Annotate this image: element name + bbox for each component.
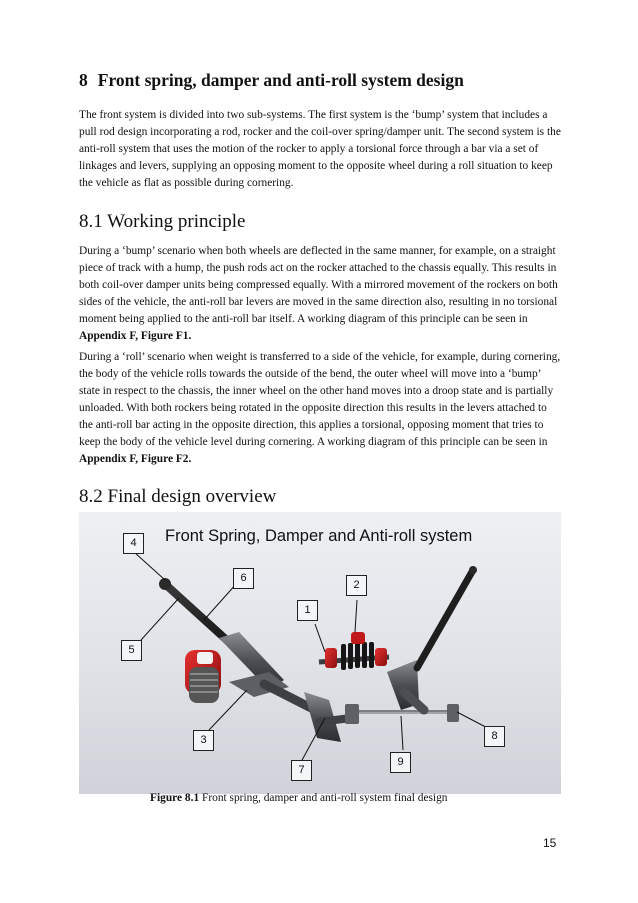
section-title: Front spring, damper and anti-roll system design: [97, 70, 464, 90]
figure-caption-text: Front spring, damper and anti-roll system final design: [199, 792, 448, 804]
callout-9: 9: [390, 752, 411, 773]
callout-3: 3: [193, 730, 214, 751]
bump-scenario-text: During a ‘bump’ scenario when both wheels are deflected in the same manner, for example, on a straight piece of track with a hump, the push rods act on the rocker attached to the chassis equally. This results in both coil-over damper units being compressed equally. With a mirrored movement of the rockers on both sides of the vehicle, the anti-roll bar levers are moved in the same direction also, resulting in no torsional moment being applied to the anti-roll bar itself. A working diagram of this principle can be seen in: [79, 245, 558, 325]
roll-scenario-text: During a ‘roll’ scenario when weight is transferred to a side of the vehicle, for example, during cornering, the body of the vehicle rolls towards the outside of the bend, the outer wheel will move into a ‘bump’ state in respect to the chassis, the inner wheel on the other hand moves into a droop state and is partially unloaded. With both rockers being rotated in the opposite direction this results in the levers attached to the anti-roll bar acting in the opposite direction, this applies a torsional, opposing moment that tries to keep the body of the vehicle level during cornering. A working diagram of this principle can be seen in: [79, 351, 561, 448]
right-pull-rod: [417, 566, 477, 668]
subsection-heading-working-principle: 8.1 Working principle: [79, 211, 246, 232]
section-heading: [79, 70, 464, 91]
figure-title: Front Spring, Damper and Anti-roll system: [165, 527, 473, 545]
roll-scenario-paragraph: [79, 349, 563, 468]
callout-1: 1: [297, 600, 318, 621]
section-intro-paragraph: The front system is divided into two sub-systems. The first system is the ‘bump’ system that includes a pull rod design incorporating a rod, rocker and the coil-over spring/damper unit. The second system is the anti-roll system that uses the motion of the rocker to apply a torsional force through a bar via a set of linkages and levers, supplying an opposing moment to the opposite wheel during a roll situation to keep the vehicle as flat as possible during cornering.: [79, 109, 561, 189]
figure-caption: [150, 792, 448, 804]
callout-2: 2: [346, 575, 367, 596]
suspension-assembly-illustration: [79, 512, 561, 794]
callout-6: 6: [233, 568, 254, 589]
subsection-heading-final-design: 8.2 Final design overview: [79, 486, 277, 507]
right-coilover: [319, 632, 389, 670]
figure-caption-label: Figure 8.1: [150, 792, 200, 804]
callout-4: 4: [123, 533, 144, 554]
callout-8: 8: [484, 726, 505, 747]
section-number: 8: [79, 70, 88, 90]
bump-scenario-paragraph: [79, 243, 563, 345]
appendix-f2-reference: Appendix F, Figure F2.: [79, 453, 192, 465]
page-number: 15: [543, 836, 557, 850]
callout-5: 5: [121, 640, 142, 661]
appendix-f1-reference: Appendix F, Figure F1.: [79, 330, 192, 342]
left-damper: [185, 650, 221, 703]
callout-7: 7: [291, 760, 312, 781]
